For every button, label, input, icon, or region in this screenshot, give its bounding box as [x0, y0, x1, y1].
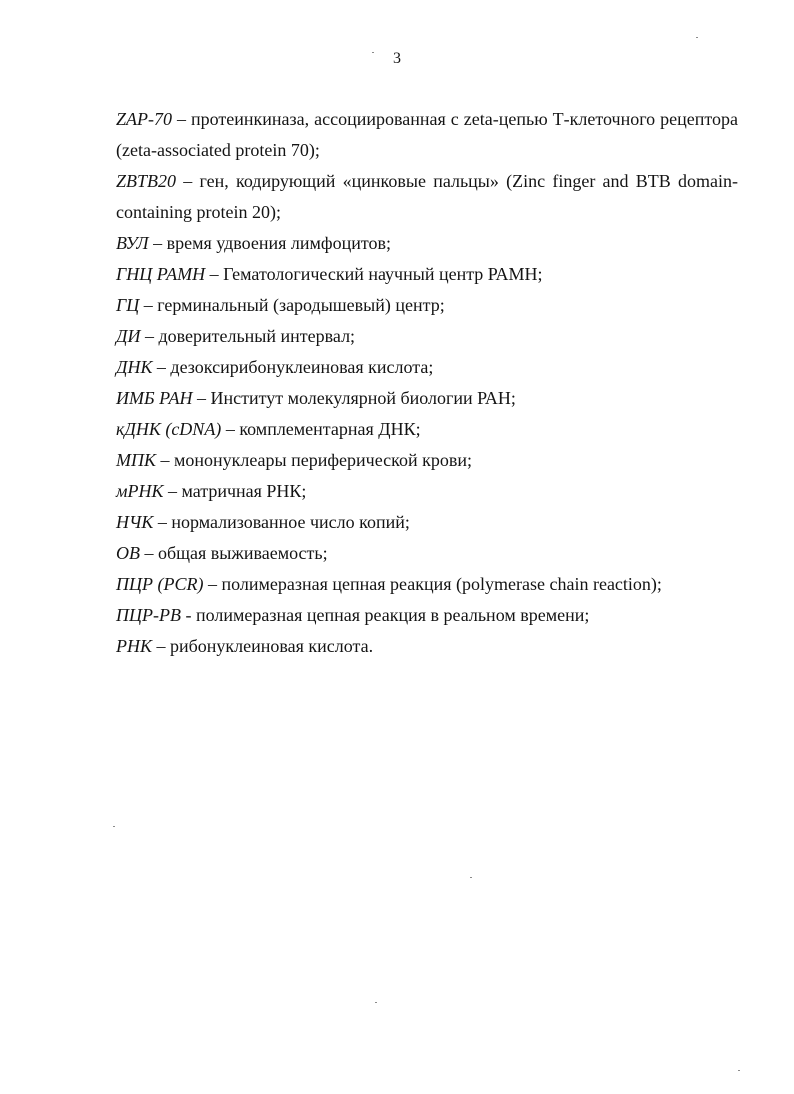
- abbreviation-definition: – протеинкиназа, ассоциированная с zeta-цепью Т-клеточного рецептора (zeta-associated protein 70);: [116, 109, 738, 160]
- abbreviation-definition: – рибонуклеиновая кислота.: [151, 636, 374, 656]
- abbreviation-entry: [116, 104, 738, 166]
- abbreviation-term: ДНК: [116, 357, 153, 377]
- abbreviation-term: ГЦ: [116, 295, 140, 315]
- scan-speck: [696, 37, 698, 38]
- abbreviation-entry: [116, 321, 738, 352]
- abbreviation-definition: – дезоксирибонуклеиновая кислота;: [152, 357, 434, 377]
- abbreviation-entry: [116, 414, 738, 445]
- abbreviation-entry: [116, 631, 738, 662]
- abbreviation-definition: – Гематологический научный центр РАМН;: [205, 264, 543, 284]
- abbreviation-definition: – полимеразная цепная реакция (polymerase chain reaction);: [203, 574, 662, 594]
- abbreviation-list: [116, 104, 738, 662]
- abbreviation-term: ГНЦ РАМН: [116, 264, 206, 284]
- abbreviation-entry: [116, 290, 738, 321]
- abbreviation-term: ОВ: [116, 543, 140, 563]
- abbreviation-term: ИМБ РАН: [116, 388, 193, 408]
- abbreviation-entry: [116, 569, 738, 600]
- abbreviation-entry: [116, 228, 738, 259]
- abbreviation-definition: – общая выживаемость;: [140, 543, 328, 563]
- abbreviation-term: мРНК: [116, 481, 164, 501]
- abbreviation-term: МПК: [116, 450, 156, 470]
- scan-speck: [738, 1070, 740, 1071]
- abbreviation-term: ZAP-70: [116, 109, 172, 129]
- abbreviation-definition: – комплементарная ДНК;: [221, 419, 421, 439]
- abbreviation-entry: [116, 476, 738, 507]
- abbreviation-term: ZBTB20: [116, 171, 177, 191]
- abbreviation-term: ВУЛ: [116, 233, 149, 253]
- abbreviation-term: ДИ: [116, 326, 141, 346]
- scan-speck: [470, 877, 472, 878]
- abbreviation-term: кДНК (cDNA): [116, 419, 222, 439]
- abbreviation-entry: [116, 538, 738, 569]
- abbreviation-entry: [116, 600, 738, 631]
- abbreviation-entry: [116, 507, 738, 538]
- abbreviation-definition: – матричная РНК;: [163, 481, 307, 501]
- abbreviation-term: РНК: [116, 636, 152, 656]
- scan-speck: [113, 826, 115, 827]
- abbreviation-entry: [116, 445, 738, 476]
- scan-speck: [375, 1002, 377, 1003]
- abbreviation-definition: – время удвоения лимфоцитов;: [148, 233, 391, 253]
- abbreviation-definition: – герминальный (зародышевый) центр;: [139, 295, 445, 315]
- page-number: 3: [393, 50, 401, 67]
- abbreviation-entry: [116, 383, 738, 414]
- abbreviation-entry: [116, 259, 738, 290]
- abbreviation-term: ПЦР (PCR): [116, 574, 204, 594]
- abbreviation-entry: [116, 352, 738, 383]
- abbreviation-definition: – нормализованное число копий;: [153, 512, 410, 532]
- abbreviation-term: ПЦР-РВ: [116, 605, 181, 625]
- abbreviation-definition: – ген, кодирующий «цинковые пальцы» (Zinc finger and BTB domain-containing protein 20);: [116, 171, 738, 222]
- scan-speck: [372, 52, 374, 53]
- abbreviation-definition: - полимеразная цепная реакция в реальном времени;: [180, 605, 590, 625]
- abbreviation-definition: – мононуклеары периферической крови;: [155, 450, 472, 470]
- abbreviation-definition: – доверительный интервал;: [140, 326, 356, 346]
- abbreviation-entry: [116, 166, 738, 228]
- abbreviation-term: НЧК: [116, 512, 154, 532]
- abbreviation-definition: – Институт молекулярной биологии РАН;: [192, 388, 516, 408]
